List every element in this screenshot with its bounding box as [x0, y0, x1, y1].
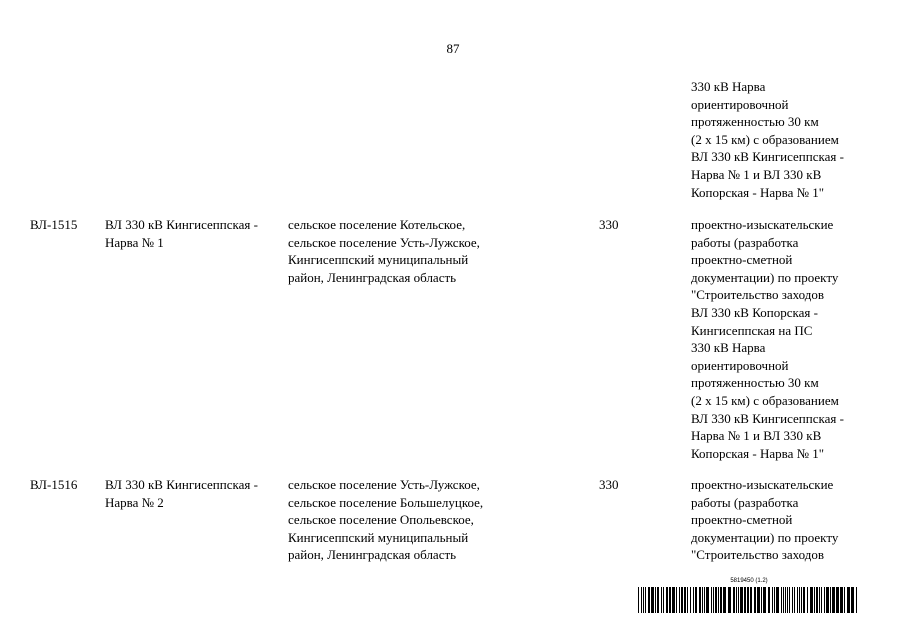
- description-line: ВЛ 330 кВ Копорская -: [691, 304, 818, 320]
- description-line: ВЛ 330 кВ Кингисеппская -: [691, 410, 844, 426]
- name-line: ВЛ 330 кВ Кингисеппская -: [105, 477, 258, 492]
- description-line: Нарва № 1 и ВЛ 330 кВ: [691, 166, 822, 182]
- description-line: проектно-сметной: [691, 252, 793, 268]
- row-voltage: 330: [599, 477, 619, 492]
- page-number: 87: [446, 41, 460, 56]
- description-line: "Строительство заходов: [691, 547, 825, 563]
- barcode: [638, 578, 860, 614]
- row-location: [288, 216, 480, 286]
- description-line: 330 кВ Нарва: [691, 340, 766, 356]
- row-code: ВЛ-1516: [30, 477, 78, 492]
- description-line: "Строительство заходов: [691, 287, 825, 303]
- description-line: протяженностью 30 км: [691, 114, 819, 130]
- description-line: ВЛ 330 кВ Кингисеппская -: [691, 149, 844, 165]
- name-line: Нарва № 2: [105, 494, 164, 510]
- name-line: Нарва № 1: [105, 234, 164, 250]
- description-line: документации) по проекту: [691, 529, 839, 545]
- description-line: работы (разработка: [691, 234, 799, 250]
- barcode-icon: [638, 587, 860, 613]
- location-line: сельское поселение Котельское,: [288, 217, 466, 232]
- description-line: ориентировочной: [691, 96, 789, 112]
- continuation-description: [691, 78, 844, 201]
- description-line: ориентировочной: [691, 357, 789, 373]
- location-line: Кингисеппский муниципальный: [288, 252, 469, 268]
- location-line: сельское поселение Усть-Лужское,: [288, 234, 480, 250]
- description-line: документации) по проекту: [691, 269, 839, 285]
- description-line: (2 х 15 км) с образованием: [691, 131, 839, 147]
- row-voltage: 330: [599, 217, 619, 232]
- location-line: район, Ленинградская область: [288, 269, 457, 285]
- row-name: [105, 216, 258, 251]
- description-line: Нарва № 1 и ВЛ 330 кВ: [691, 428, 822, 444]
- description-line: проектно-сметной: [691, 512, 793, 528]
- description-line: Копорская - Нарва № 1": [691, 445, 825, 461]
- location-line: сельское поселение Опольевское,: [288, 512, 474, 528]
- description-line: работы (разработка: [691, 494, 799, 510]
- row-description: [691, 476, 838, 564]
- description-line: 330 кВ Нарва: [691, 79, 766, 94]
- location-line: сельское поселение Усть-Лужское,: [288, 477, 480, 492]
- location-line: Кингисеппский муниципальный: [288, 529, 469, 545]
- row-description: [691, 216, 844, 462]
- location-line: сельское поселение Большелуцкое,: [288, 494, 484, 510]
- location-line: район, Ленинградская область: [288, 547, 457, 563]
- row-name: [105, 476, 258, 511]
- description-line: протяженностью 30 км: [691, 375, 819, 391]
- barcode-text: 5819450 (1.2): [730, 578, 768, 584]
- description-line: Копорская - Нарва № 1": [691, 184, 825, 200]
- description-line: проектно-изыскательские: [691, 477, 834, 492]
- description-line: проектно-изыскательские: [691, 217, 834, 232]
- description-line: Кингисеппская на ПС: [691, 322, 813, 338]
- name-line: ВЛ 330 кВ Кингисеппская -: [105, 217, 258, 232]
- description-line: (2 х 15 км) с образованием: [691, 392, 839, 408]
- row-location: [288, 476, 483, 564]
- row-code: ВЛ-1515: [30, 217, 78, 232]
